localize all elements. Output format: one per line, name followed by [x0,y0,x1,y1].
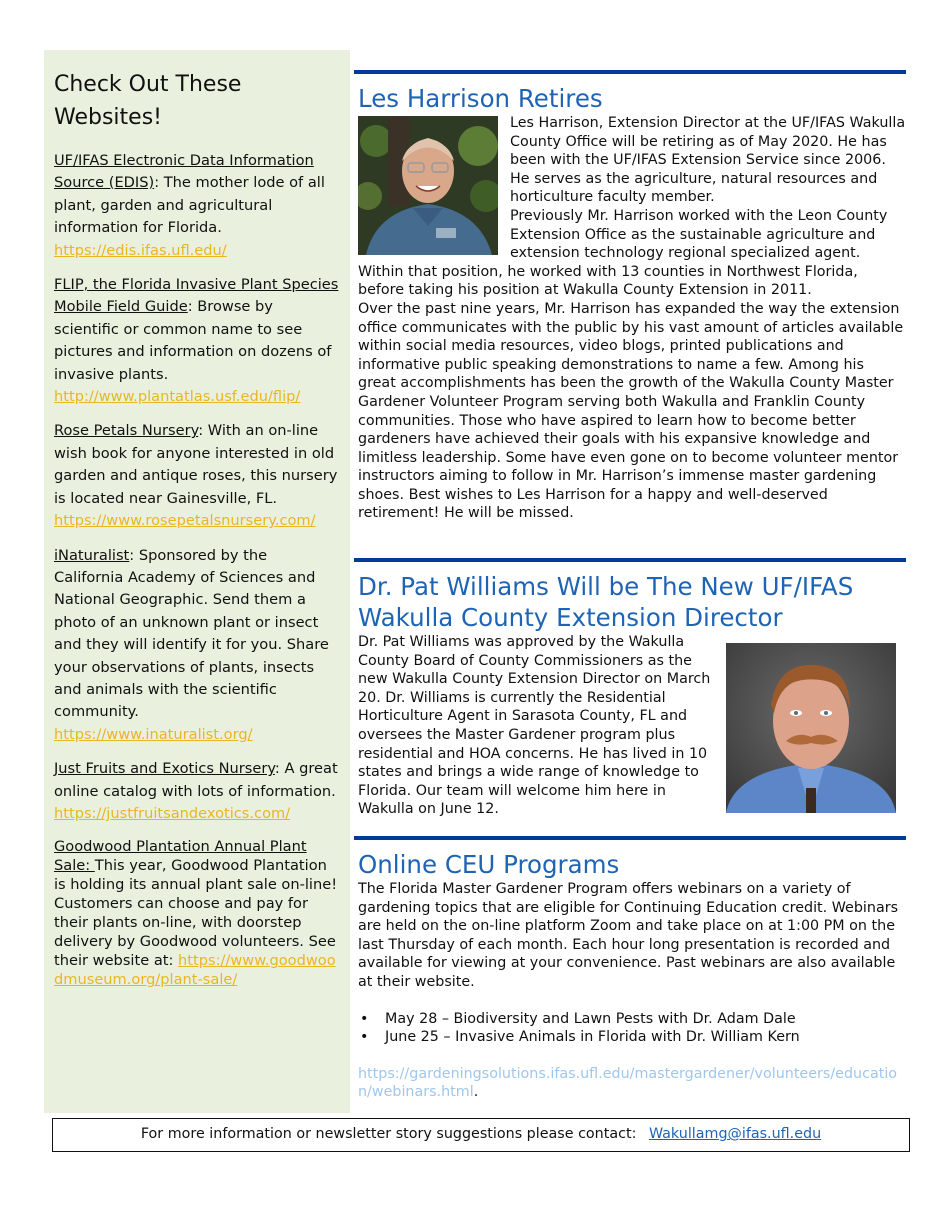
pat-williams-photo [726,643,896,813]
webinars-link[interactable]: https://gardeningsolutions.ifas.ufl.edu/mastergardener/volunteers/education/webinars.html [358,1065,898,1101]
websites-sidebar [44,50,350,1113]
main-content [354,70,906,1102]
site-name: UF/IFAS Electronic Data Information Source (EDIS) [54,152,314,192]
les-harrison-photo [358,116,498,255]
site-name: Just Fruits and Exotics Nursery [54,760,275,778]
article-title: Dr. Pat Williams Will be The New UF/IFAS Wakulla County Extension Director [358,572,854,632]
site-entry-goodwood [54,837,340,989]
link-suffix: . [473,1084,479,1101]
article-paragraph: Previously Mr. Harrison worked with the Leon County Extension Office as the sustainable agriculture and extension technology regional specialized agent. Within that position, he worked with 13 counties in Northwest Florida, before taking his position at Wakulla County Extension in 2011. [358,207,888,299]
section-divider [354,70,906,74]
site-entry-edis [54,150,340,262]
site-description: : Browse by scientific or common name to see pictures and information on dozens of invasive plants. [54,298,332,383]
site-link-goodwood[interactable]: https://www.goodwoodmuseum.org/plant-sale/ [54,952,336,989]
section-divider [354,558,906,562]
site-entry-flip [54,274,340,408]
site-description: This year, Goodwood Plantation is holding its annual plant sale on-line! Customers can choose and pay for their plants on-line, with doorstep delivery by Goodwood volunteers. See their website at: [54,857,338,970]
article-paragraph: The Florida Master Gardener Program offers webinars on a variety of gardening topics that are eligible for Continuing Education credit. Webinars are held on the on-line platform Zoom and take place on at 1:00 PM on the last Thursday of each month. Each hour long presentation is recorded and available for viewing at your convenience. Past webinars are also available at their website. [358,881,899,990]
site-entry-just-fruits [54,758,340,825]
section-divider [354,836,906,840]
footer-text: For more information or newsletter story suggestions please contact: [140,1126,637,1142]
site-description: : Sponsored by the California Academy of Sciences and National Geographic. Send them a photo of an unknown plant or insect and they will identify it for you. Share your observations of plants, insects and animals with the scientific community. [54,546,329,721]
site-link-flip[interactable]: http://www.plantatlas.usf.edu/flip/ [54,388,301,406]
article-online-ceu [354,836,906,1102]
sidebar-title: Check Out These Websites! [54,72,242,130]
site-entry-rose-petals [54,420,340,532]
article-body [358,114,906,523]
article-title: Les Harrison Retires [358,84,603,113]
webinars-link-container [358,1065,906,1102]
article-pat-williams [354,558,906,836]
webinar-list [358,1010,906,1047]
site-link-edis[interactable]: https://edis.ifas.ufl.edu/ [54,241,227,259]
site-link-just-fruits[interactable]: https://justfruitsandexotics.com/ [54,804,291,822]
article-les-harrison [354,70,906,558]
article-title: Online CEU Programs [358,850,620,879]
site-description: : A great online catalog with lots of information. [54,760,338,800]
site-name: Rose Petals Nursery [54,422,199,440]
article-paragraph: Les Harrison, Extension Director at the UF/IFAS Wakulla County Office will be retiring as of May 2020. He has been with the UF/IFAS Extension Service since 2006. He serves as the agriculture, natural resources and horticulture faculty member. [510,115,906,206]
site-description: : The mother lode of all plant, garden and agricultural information for Florida. [54,174,325,237]
site-name: iNaturalist [54,546,130,564]
site-name: Goodwood Plantation Annual Plant Sale: [54,838,307,875]
site-link-rose-petals[interactable]: https://www.rosepetalsnursery.com/ [54,512,316,530]
article-paragraph: Dr. Pat Williams was approved by the Wakulla County Board of County Commissioners as the new Wakulla County Extension Director on March 20. Dr. Williams is currently the Residential Horticulture Agent in Sarasota County, FL and oversees the Master Gardener program plus residential and HOA concerns. He has lived in 10 states and brings a wide range of knowledge to Florida. Our team will welcome him here in Wakulla on June 12. [358,634,711,818]
article-paragraph: Over the past nine years, Mr. Harrison has expanded the way the extension office communicates with the public by his vast amount of articles available within social media resources, video blogs, printed publications and informative public speaking demonstrations to name a few. Among his great accomplishments has been the growth of the Wakulla County Master Gardener Volunteer Program serving both Wakulla and Franklin County communities. Those who have aspired to learn how to become better gardeners have achieved their goals with his expansive knowledge and limitless leadership. Some have even gone on to become volunteer mentor instructors aiming to follow in Mr. Harrison’s immense master gardening shoes. Best wishes to Les Harrison for a happy and well-deserved retirement! He will be missed. [358,300,904,522]
site-link-inaturalist[interactable]: https://www.inaturalist.org/ [54,725,253,743]
site-description: : With an on-line wish book for anyone interested in old garden and antique roses, this nursery is located near Gainesville, FL. [54,422,338,507]
webinar-item: • May 28 – Biodiversity and Lawn Pests with Dr. Adam Dale [358,1010,906,1029]
contact-email-link[interactable]: Wakullamg@ifas.ufl.edu [648,1126,822,1142]
site-entry-inaturalist [54,545,340,747]
webinar-item: • June 25 – Invasive Animals in Florida with Dr. William Kern [358,1028,906,1047]
article-body [358,633,906,819]
contact-footer [52,1118,910,1152]
site-name: FLIP, the Florida Invasive Plant Species Mobile Field Guide [54,276,339,316]
